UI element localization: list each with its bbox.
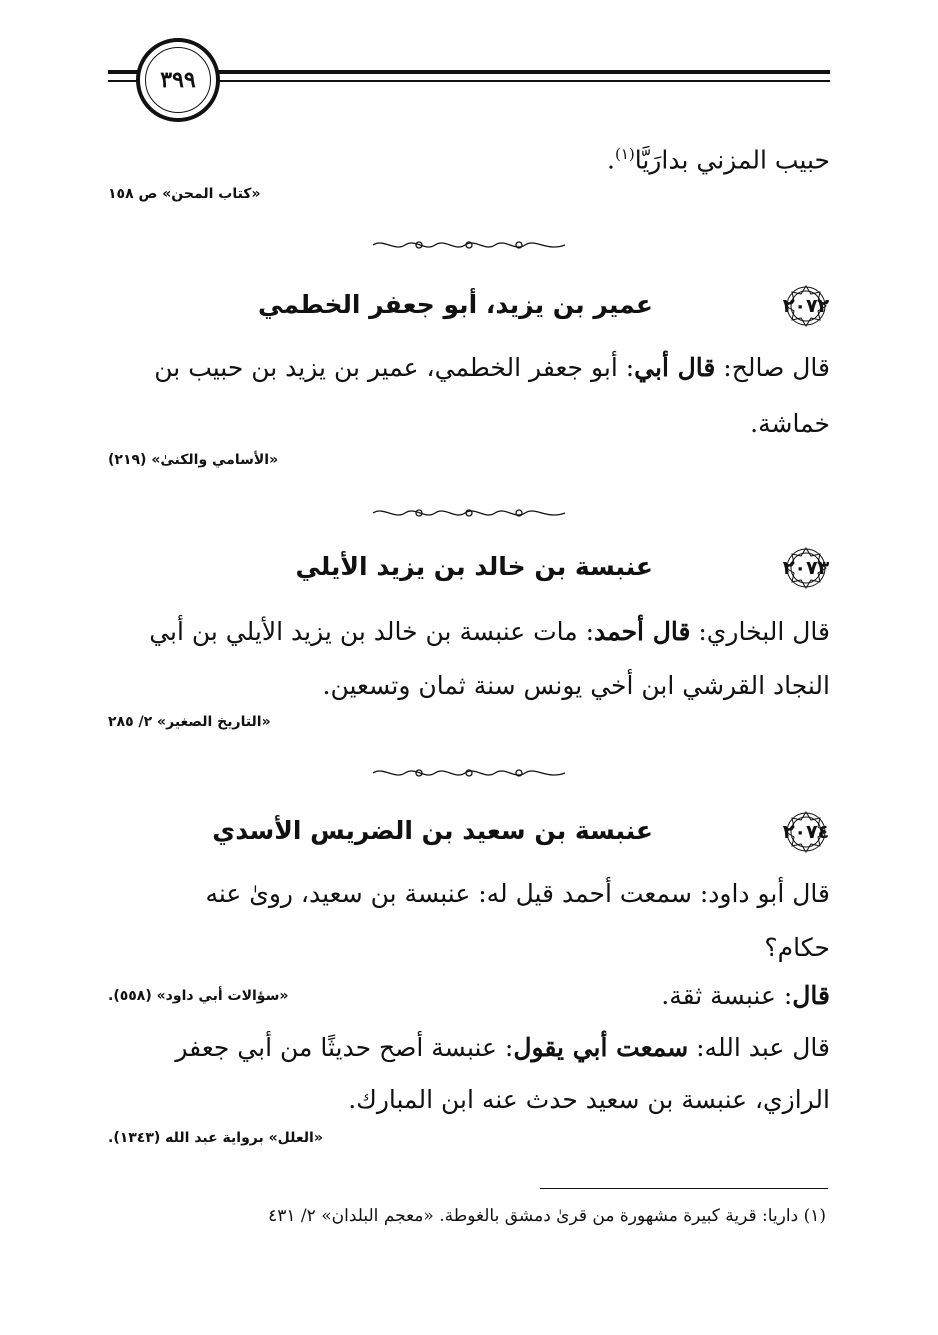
intro-text: حبيب المزني بدارَيَّا [634,145,830,175]
line-text: حكام؟ [764,933,830,962]
ornament-divider [369,238,569,252]
entry-number: ٢٠٧٤ [782,821,830,843]
line-text: : مات عنبسة بن خالد بن يزيد الأيلي بن أبي [149,617,595,646]
entry-source: «التاريخ الصغير» ٢/ ٢٨٥ [108,714,271,730]
ornament-divider [369,766,569,780]
ornament-divider [369,506,569,520]
line-text: خماشة. [750,409,830,438]
entry-line [154,340,830,396]
line-bold: سمعت أبي يقول [513,1033,689,1062]
entry-number-badge [776,810,836,854]
line-text: قال عبد الله: [688,1033,830,1062]
intro-end: . [607,145,615,175]
footnote: (١) داريا: قرية كبيرة مشهورة من قرىٰ دمشق بالغوطة. «معجم البلدان» ٢/ ٤٣١ [268,1206,826,1226]
entry-line [323,658,830,714]
line-text: : عنبسة أصح حديثًا من أبي جعفر [175,1033,514,1062]
entry-line [348,1072,830,1128]
intro-line [607,126,830,188]
page-number [136,38,220,122]
line-text: : عنبسة ثقة. [661,981,793,1010]
entry-number: ٢٠٧٣ [782,557,830,579]
entry-number-badge [776,284,836,328]
footnote-ref: (١) [614,145,635,163]
entry-line [175,1020,830,1076]
entry-line [205,866,830,922]
line-text: : أبو جعفر الخطمي، عمير بن يزيد بن حبيب بن [154,353,635,382]
line-text: قال أبو داود: سمعت أحمد قيل له: عنبسة بن سعيد، روىٰ عنه [205,879,830,908]
entry-line [149,604,830,660]
line-bold: قال أبي [634,353,716,382]
answer-source: «سؤالات أبي داود» (٥٥٨). [108,988,289,1004]
entry-number: ٢٠٧٢ [782,295,830,317]
entry-title: عنبسة بن خالد بن يزيد الأيلي [295,552,653,581]
line-text: قال صالح: [715,353,830,382]
entry-number-badge [776,546,836,590]
entry-title: عنبسة بن سعيد بن الضريس الأسدي [212,816,653,845]
line-text: الرازي، عنبسة بن سعيد حدث عنه ابن المبارك. [348,1085,830,1114]
line-bold: قال [792,981,830,1010]
entry-line [750,396,830,452]
answer-line [661,968,830,1024]
line-text: قال البخاري: [690,617,830,646]
line-bold: قال أحمد [594,617,691,646]
entry-title: عمير بن يزيد، أبو جعفر الخطمي [258,290,653,319]
intro-source: «كتاب المحن» ص ١٥٨ [108,186,261,202]
entry-source: «العلل» برواية عبد الله (١٣٤٣). [108,1130,323,1146]
footnote-rule [540,1188,828,1189]
entry-source: «الأسامي والكنىٰ» (٢١٩) [108,452,279,468]
line-text: النجاد القرشي ابن أخي يونس سنة ثمان وتسعين. [322,671,830,700]
page-number-text: ٣٩٩ [160,67,196,93]
